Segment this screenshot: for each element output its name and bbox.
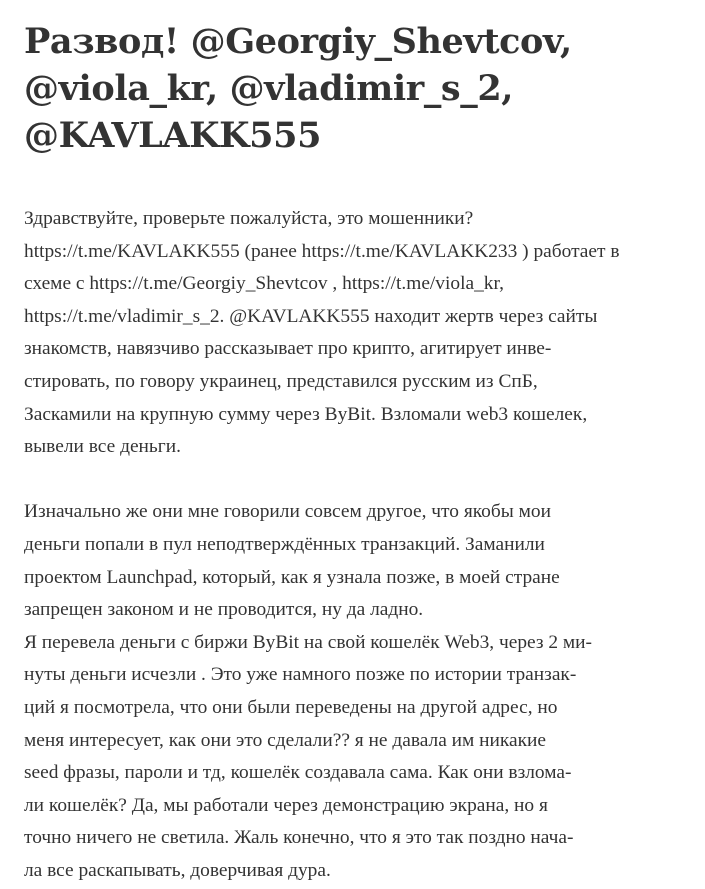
text-line: схеме с https://t.me/Georgiy_Shevtcov , https://t.me/viola_kr, — [24, 273, 505, 295]
text-line: ли кошелёк? Да, мы работали через демонстрацию экрана, но я — [24, 794, 548, 816]
text-line: точно ничего не светила. Жаль конечно, что я это так поздно нача- — [24, 827, 574, 849]
text-line: знакомств, навязчиво рассказывает про крипто, агитирует инве- — [24, 338, 552, 360]
text-line: ла все раскапывать, доверчивая дура. — [24, 859, 331, 881]
title-line: @KAVLAKK555 — [24, 115, 322, 156]
text-line: https://t.me/KAVLAKK555 (ранее https://t.me/KAVLAKK233 ) работает в — [24, 240, 620, 262]
title-line: Развод! @Georgiy_Shevtcov, — [24, 21, 572, 62]
text-line: Я перевела деньги с биржи ByBit на свой кошелёк Web3, через 2 ми- — [24, 631, 593, 653]
article-title — [24, 18, 689, 159]
text-line: https://t.me/vladimir_s_2. @KAVLAKK555 находит жертв через сайты — [24, 305, 598, 327]
text-line: меня интересует, как они это сделали?? я не давала им никакие — [24, 729, 547, 751]
text-line: нуты деньги исчезли . Это уже намного позже по истории транзак- — [24, 664, 577, 686]
text-line: проектом Launchpad, который, как я узнала позже, в моей стране — [24, 566, 560, 588]
text-line: стировать, по говору украинец, представился русским из СпБ, — [24, 370, 538, 392]
paragraph-gap — [24, 464, 689, 497]
text-line: Изначально же они мне говорили совсем другое, что якобы мои — [24, 501, 551, 523]
paragraph-2 — [24, 496, 689, 887]
text-line: ций я посмотрела, что они были переведены на другой адрес, но — [24, 696, 558, 718]
article — [24, 18, 689, 887]
text-line: деньги попали в пул неподтверждённых транзакций. Заманили — [24, 533, 545, 555]
text-line: запрещен законом и не проводится, ну да ладно. — [24, 599, 424, 621]
text-line: вывели все деньги. — [24, 436, 181, 458]
text-line: seed фразы, пароли и тд, кошелёк создавала сама. Как они взлома- — [24, 762, 572, 784]
text-line: Заскамили на крупную сумму через ByBit. Взломали web3 кошелек, — [24, 403, 588, 425]
text-line: Здравствуйте, проверьте пожалуйста, это мошенники? — [24, 208, 474, 229]
paragraph-1 — [24, 203, 689, 464]
article-body — [24, 203, 689, 887]
title-line: @viola_kr, @vladimir_s_2, — [24, 68, 514, 109]
